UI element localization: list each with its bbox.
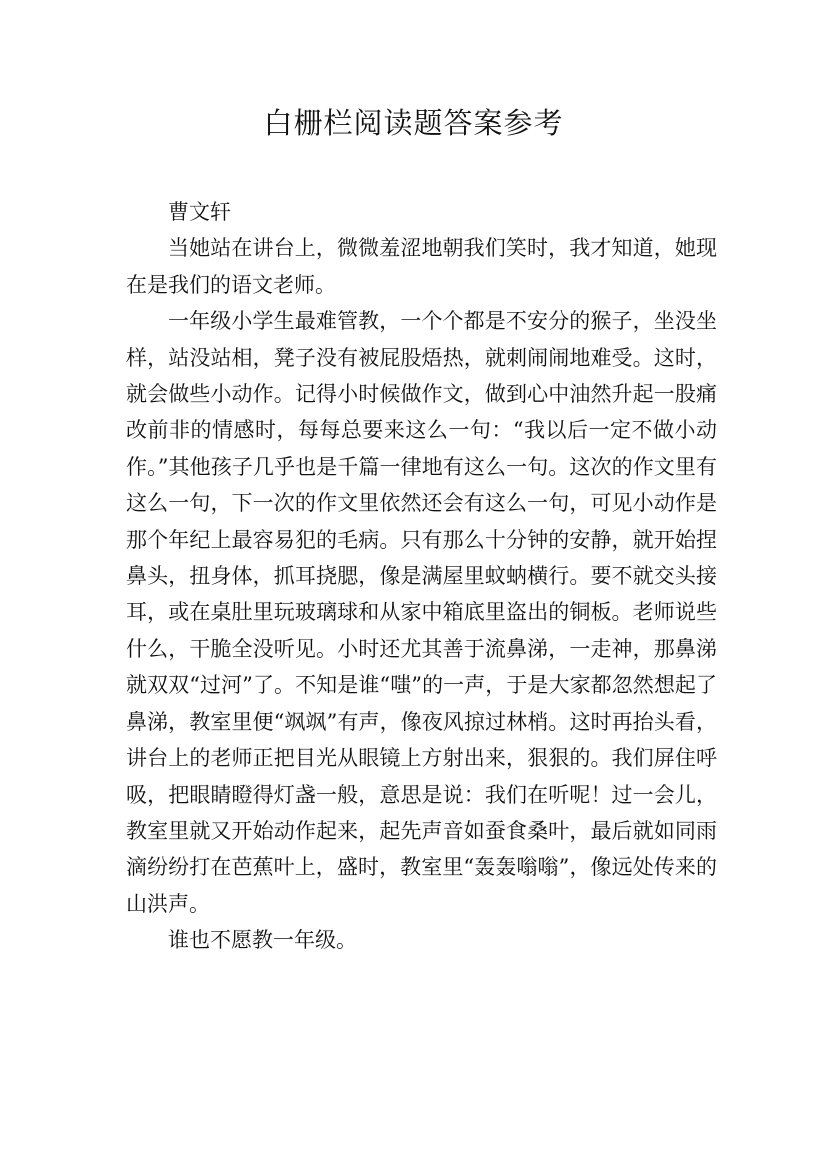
- document-title: 白栅栏阅读题答案参考: [263, 106, 564, 140]
- paragraph-3: 谁也不愿教一年级。: [168, 928, 357, 953]
- author-line: 曹文轩: [168, 200, 231, 224]
- document-body: [126, 194, 717, 959]
- paragraph-2: 一年级小学生最难管教，一个个都是不安分的猴子，坐没坐样，站没站相，凳子没有被屁股焐热，就刺闹闹地难受。这时，就会做些小动作。记得小时候做作文，做到心中油然升起一股痛改前非的情感时，每每总要来这么一句：“我以后一定不做小动作。”其他孩子几乎也是千篇一律地有这么一句。这次的作文里有这么一句，下一次的作文里依然还会有这么一句，可见小动作是那个年纪上最容易犯的毛病。只有那么十分钟的安静，就开始捏鼻头，扭身体，抓耳挠腮，像是满屋里蚊蚋横行。要不就交头接耳，或在桌肚里玩玻璃球和从家中箱底里盗出的铜板。老师说些什么，干脆全没听见。小时还尤其善于流鼻涕，一走神，那鼻涕就双双“过河”了。不知是谁“嗤”的一声，于是大家都忽然想起了鼻涕，教室里便“飒飒”有声，像夜风掠过林梢。这时再抬头看，讲台上的老师正把目光从眼镜上方射出来，狠狠的。我们屏住呼吸，把眼睛瞪得灯盏一般，意思是说：我们在听呢！过一会儿，教室里就又开始动作起来，起先声音如蚕食桑叶，最后就如同雨滴纷纷打在芭蕉叶上，盛时，教室里“轰轰嗡嗡”，像远处传来的山洪声。: [126, 309, 717, 916]
- paragraph-1: 当她站在讲台上，微微羞涩地朝我们笑时，我才知道，她现在是我们的语文老师。: [126, 236, 717, 297]
